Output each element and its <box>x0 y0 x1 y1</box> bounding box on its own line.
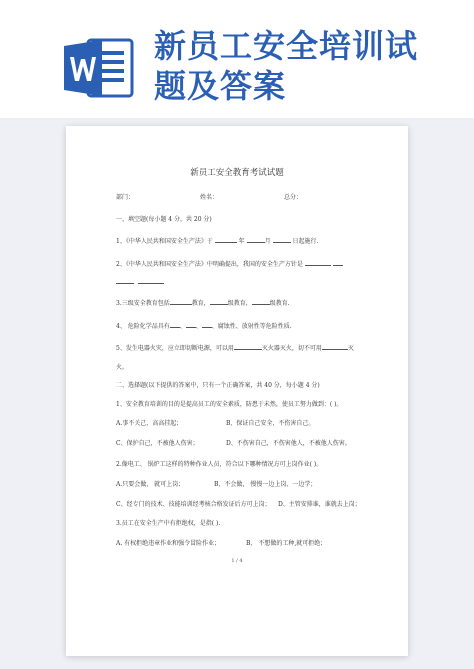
dept-label: 部门： <box>116 194 135 201</box>
page-number: 1 / 4 <box>231 558 243 564</box>
choice-question-3: 3.员工在安全生产中有拒绝权，是指( ). <box>116 520 221 527</box>
question-4: 4、 危险化学品具有 、 、 、腐蚀性、放射性等危险性质. <box>116 323 292 330</box>
word-doc-icon <box>64 37 134 99</box>
question-3: 3.三级安全教育包括 教育， 级教育， 级教育. <box>116 300 290 307</box>
page-title: 新员工安全培训试 题及答案 <box>154 27 419 105</box>
document-title: 新员工安全教育考试试题 <box>190 168 284 178</box>
choice-3-row-1: A. 有权拒绝违章作业和强令冒险作业； B、 不想做的工种,就可拒绝； <box>116 540 327 547</box>
choice-1-row-1: A.事不关己，高高挂起； B、保证自己安全，不伤害自己。 <box>116 420 315 427</box>
choice-question-2: 2.像电工、 锅炉工这样的特种作业人员，符合以下哪种情况方可上岗作业( )。 <box>116 461 323 468</box>
document-page <box>66 126 408 656</box>
choice-2-row-1: A.只要会做， 就可上岗； B、不会做， 慢慢一边上岗、一边学； <box>116 481 317 488</box>
score-label: 总分： <box>284 194 303 201</box>
question-2: 2、《中华人民共和国安全生产法》中明确提出，我国的安全生产方针是 <box>116 259 343 268</box>
section-choice: 二、选择题(以下提供的答案中，只有一个正确答案，共 40 分，每小题 4 分) <box>116 382 320 389</box>
question-5-cont: 火。 <box>116 364 129 371</box>
info-row <box>116 192 302 201</box>
choice-question-1: 1、安全教育培训的目的是提高员工的安全素质，防患于未然，使员工努力做到：( )。 <box>116 401 343 408</box>
section-fill-blank: 一、填空题(每小题 4 分，共 20 分) <box>116 216 212 223</box>
choice-1-row-2: C、保护自己，不被他人伤害； D、不伤害自己，不伤害他人，不被他人伤害。 <box>116 440 351 447</box>
choice-2-row-2: C、经专门的技术、技能培训经考核合格发证后方可上岗； D、主管安排谁，谁就去上岗； <box>116 501 361 508</box>
question-2-blanks <box>116 278 164 286</box>
question-1: 1、《中华人民共和国安全生产法》于 年 月 日起施行. <box>116 238 319 245</box>
question-5: 5、发生电器火灾，应立即切断电源，可以用 灭火器灭火，切不可用 灭 <box>116 345 354 352</box>
name-label: 姓名： <box>200 194 219 201</box>
header-banner <box>0 0 474 118</box>
